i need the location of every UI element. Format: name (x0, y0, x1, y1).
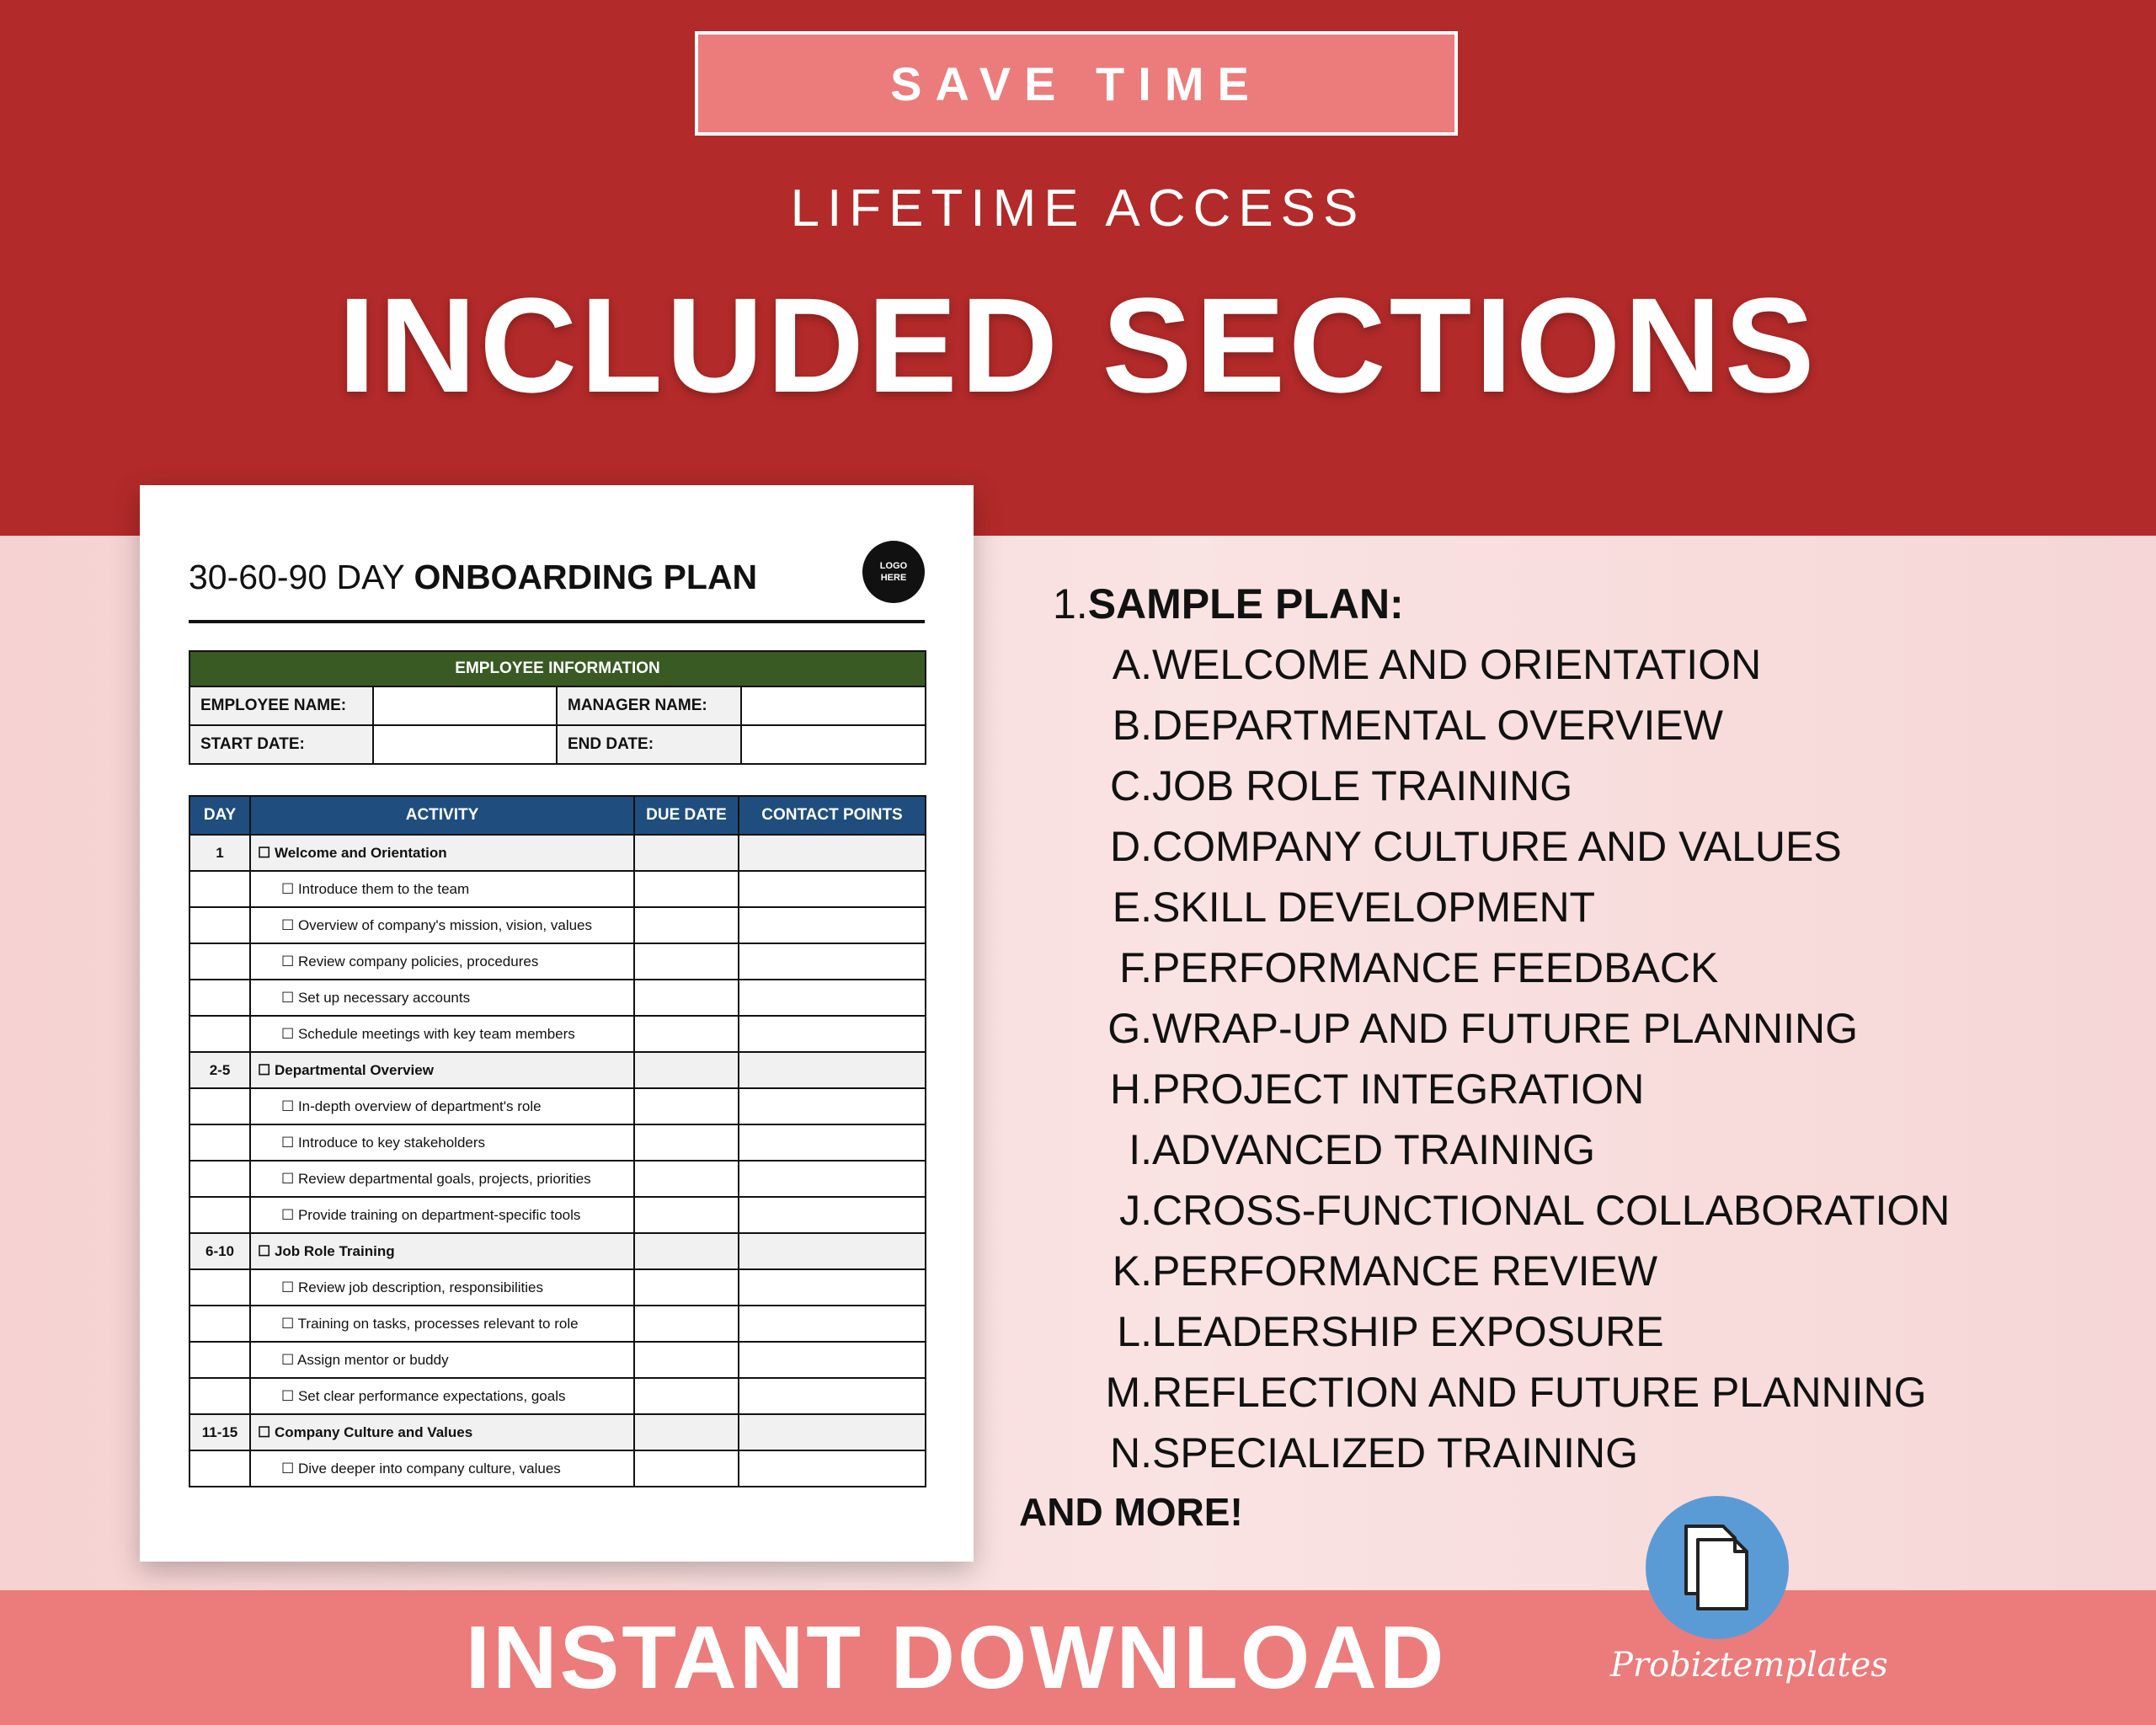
activity-cell: ☐ In-depth overview of department's role (250, 1088, 634, 1124)
due-date-cell[interactable] (634, 1414, 739, 1450)
contact-points-cell[interactable] (739, 871, 926, 907)
outline-item (1095, 1247, 1657, 1295)
column-header-day: DAY (189, 796, 250, 835)
lifetime-access-subtitle: LIFETIME ACCESS (790, 179, 1366, 238)
day-cell (189, 871, 250, 907)
outline-item (1095, 1307, 1664, 1356)
brand-logo (1646, 1496, 1789, 1639)
contact-points-cell[interactable] (739, 1269, 926, 1306)
day-cell (189, 1306, 250, 1342)
outline-item-letter: B. (1112, 702, 1152, 749)
outline-item-letter: K. (1112, 1247, 1152, 1295)
due-date-cell[interactable] (634, 980, 739, 1016)
day-cell (189, 1378, 250, 1414)
day-cell (189, 980, 250, 1016)
activity-cell: ☐ Review company policies, procedures (250, 943, 634, 980)
day-cell (189, 907, 250, 943)
due-date-cell[interactable] (634, 1088, 739, 1124)
due-date-cell[interactable] (634, 1342, 739, 1378)
table-row (189, 1306, 926, 1342)
outline-item-label: SKILL DEVELOPMENT (1152, 884, 1596, 931)
outline-item-label: PERFORMANCE FEEDBACK (1152, 944, 1719, 991)
table-row (189, 1197, 926, 1233)
contact-points-cell[interactable] (739, 1016, 926, 1052)
outline-main-label: SAMPLE PLAN: (1087, 580, 1404, 628)
table-row (189, 871, 926, 907)
employee-info-header: EMPLOYEE INFORMATION (189, 651, 926, 686)
activity-cell: ☐ Provide training on department-specific tools (250, 1197, 634, 1233)
document-title (189, 558, 757, 597)
day-cell: 11-15 (189, 1414, 250, 1450)
outline-item-letter: N. (1110, 1429, 1152, 1477)
table-row (189, 1124, 926, 1161)
and-more-text: AND MORE! (1019, 1490, 1243, 1534)
activity-cell: ☐ Set clear performance expectations, goals (250, 1378, 634, 1414)
save-time-badge (695, 31, 1458, 136)
table-row (189, 943, 926, 980)
outline-item-label: WRAP-UP AND FUTURE PLANNING (1152, 1005, 1859, 1052)
logo-placeholder-text: LOGO HERE (879, 561, 908, 583)
column-header-contact-points: CONTACT POINTS (739, 796, 926, 835)
outline-item-letter: E. (1112, 884, 1152, 931)
outline-item-letter: I. (1129, 1126, 1152, 1173)
outline-item (1095, 1186, 1950, 1235)
outline-item (1095, 1065, 1644, 1114)
activity-cell: ☐ Introduce to key stakeholders (250, 1124, 634, 1161)
outline-item-label: PROJECT INTEGRATION (1152, 1065, 1645, 1113)
outline-item (1095, 943, 1718, 992)
contact-points-cell[interactable] (739, 1233, 926, 1269)
table-row (189, 1016, 926, 1052)
due-date-cell[interactable] (634, 943, 739, 980)
contact-points-cell[interactable] (739, 1450, 926, 1487)
contact-points-cell[interactable] (739, 980, 926, 1016)
outline-item (1095, 761, 1572, 810)
outline-item (1095, 883, 1595, 932)
activity-table (189, 795, 926, 1487)
outline-item (1095, 1429, 1638, 1477)
due-date-cell[interactable] (634, 1197, 739, 1233)
day-cell (189, 1269, 250, 1306)
activity-cell: ☐ Set up necessary accounts (250, 980, 634, 1016)
table-row (189, 1450, 926, 1487)
day-cell (189, 1450, 250, 1487)
due-date-cell[interactable] (634, 871, 739, 907)
table-row (189, 1052, 926, 1088)
contact-points-cell[interactable] (739, 1378, 926, 1414)
employee-name-label: EMPLOYEE NAME: (189, 686, 373, 725)
end-date-label: END DATE: (557, 725, 741, 764)
contact-points-cell[interactable] (739, 1088, 926, 1124)
outline-item-label: COMPANY CULTURE AND VALUES (1152, 823, 1842, 870)
activity-cell: ☐ Training on tasks, processes relevant to role (250, 1306, 634, 1342)
outline-item-label: REFLECTION AND FUTURE PLANNING (1152, 1369, 1927, 1416)
outline-item (1095, 1368, 1927, 1417)
activity-cell: ☐ Review job description, responsibilities (250, 1269, 634, 1306)
contact-points-cell[interactable] (739, 1124, 926, 1161)
due-date-cell[interactable] (634, 1378, 739, 1414)
activity-cell: ☐ Dive deeper into company culture, values (250, 1450, 634, 1487)
table-row (189, 1378, 926, 1414)
outline-item-label: WELCOME AND ORIENTATION (1152, 641, 1762, 688)
activity-cell: ☐ Review departmental goals, projects, priorities (250, 1161, 634, 1197)
outline-main-number: 1. (1053, 580, 1088, 628)
day-cell (189, 1342, 250, 1378)
day-cell (189, 1016, 250, 1052)
outline-item (1095, 701, 1723, 750)
table-row (189, 1342, 926, 1378)
documents-icon (1679, 1521, 1755, 1614)
outline-item-label: LEADERSHIP EXPOSURE (1152, 1308, 1664, 1355)
activity-cell: ☐ Schedule meetings with key team members (250, 1016, 634, 1052)
outline-item-letter: M. (1105, 1369, 1152, 1416)
contact-points-cell[interactable] (739, 1306, 926, 1342)
activity-cell: ☐ Job Role Training (250, 1233, 634, 1269)
day-cell (189, 1124, 250, 1161)
column-header-activity: ACTIVITY (250, 796, 634, 835)
title-divider (189, 620, 925, 623)
due-date-cell[interactable] (634, 1016, 739, 1052)
activity-cell: ☐ Company Culture and Values (250, 1414, 634, 1450)
instant-download-text: INSTANT DOWNLOAD (465, 1608, 1447, 1707)
document-title-bold: ONBOARDING PLAN (414, 558, 758, 596)
day-cell: 2-5 (189, 1052, 250, 1088)
table-row (189, 1088, 926, 1124)
save-time-text: SAVE TIME (890, 56, 1262, 110)
outline-main-item (1053, 579, 1404, 628)
employee-info-table (189, 650, 926, 765)
logo-placeholder (862, 541, 925, 603)
activity-cell: ☐ Assign mentor or buddy (250, 1342, 634, 1378)
contact-points-cell[interactable] (739, 835, 926, 871)
onboarding-plan-preview (140, 485, 974, 1562)
table-row (189, 1161, 926, 1197)
due-date-cell[interactable] (634, 1161, 739, 1197)
table-row (189, 1414, 926, 1450)
start-date-label: START DATE: (189, 725, 373, 764)
contact-points-cell[interactable] (739, 1342, 926, 1378)
outline-item-letter: D. (1110, 823, 1152, 870)
contact-points-cell[interactable] (739, 907, 926, 943)
outline-item-label: SPECIALIZED TRAINING (1152, 1429, 1638, 1477)
outline-item-letter: F. (1119, 944, 1152, 991)
outline-item-letter: J. (1119, 1187, 1152, 1234)
outline-item-label: ADVANCED TRAINING (1152, 1126, 1596, 1173)
outline-item-letter: C. (1110, 762, 1152, 809)
employee-name-field[interactable] (373, 686, 557, 725)
activity-cell: ☐ Departmental Overview (250, 1052, 634, 1088)
contact-points-cell[interactable] (739, 943, 926, 980)
due-date-cell[interactable] (634, 1233, 739, 1269)
contact-points-cell[interactable] (739, 1052, 926, 1088)
due-date-cell[interactable] (634, 907, 739, 943)
outline-item-letter: A. (1112, 641, 1152, 688)
brand-name: Probiztemplates (1610, 1646, 1888, 1685)
table-row (189, 835, 926, 871)
due-date-cell[interactable] (634, 1269, 739, 1306)
outline-item-letter: G. (1107, 1005, 1152, 1052)
activity-cell: ☐ Introduce them to the team (250, 871, 634, 907)
table-row (189, 907, 926, 943)
due-date-cell[interactable] (634, 835, 739, 871)
due-date-cell[interactable] (634, 1124, 739, 1161)
day-cell (189, 1161, 250, 1197)
manager-name-field[interactable] (741, 686, 926, 725)
outline-item-label: PERFORMANCE REVIEW (1152, 1247, 1658, 1295)
activity-table-body (189, 835, 926, 1487)
day-cell (189, 943, 250, 980)
outline-item-letter: L. (1117, 1308, 1152, 1355)
contact-points-cell[interactable] (739, 1161, 926, 1197)
manager-name-label: MANAGER NAME: (557, 686, 741, 725)
due-date-cell[interactable] (634, 1450, 739, 1487)
outline-item (1095, 640, 1761, 689)
end-date-field[interactable] (741, 725, 926, 764)
outline-item-label: DEPARTMENTAL OVERVIEW (1152, 702, 1723, 749)
start-date-field[interactable] (373, 725, 557, 764)
day-cell: 6-10 (189, 1233, 250, 1269)
contact-points-cell[interactable] (739, 1414, 926, 1450)
table-row (189, 980, 926, 1016)
due-date-cell[interactable] (634, 1052, 739, 1088)
document-title-light: 30-60-90 DAY (189, 558, 405, 596)
column-header-due-date: DUE DATE (634, 796, 739, 835)
table-row (189, 1233, 926, 1269)
outline-item (1095, 1004, 1858, 1053)
day-cell (189, 1088, 250, 1124)
outline-item-letter: H. (1110, 1065, 1152, 1113)
activity-cell: ☐ Welcome and Orientation (250, 835, 634, 871)
contact-points-cell[interactable] (739, 1197, 926, 1233)
outline-item (1095, 822, 1842, 871)
due-date-cell[interactable] (634, 1306, 739, 1342)
outline-item-label: JOB ROLE TRAINING (1152, 762, 1573, 809)
outline-item (1095, 1125, 1595, 1174)
day-cell: 1 (189, 835, 250, 871)
day-cell (189, 1197, 250, 1233)
table-row (189, 1269, 926, 1306)
activity-cell: ☐ Overview of company's mission, vision, values (250, 907, 634, 943)
included-sections-headline: INCLUDED SECTIONS (338, 270, 1818, 420)
outline-item-label: CROSS-FUNCTIONAL COLLABORATION (1152, 1187, 1951, 1234)
